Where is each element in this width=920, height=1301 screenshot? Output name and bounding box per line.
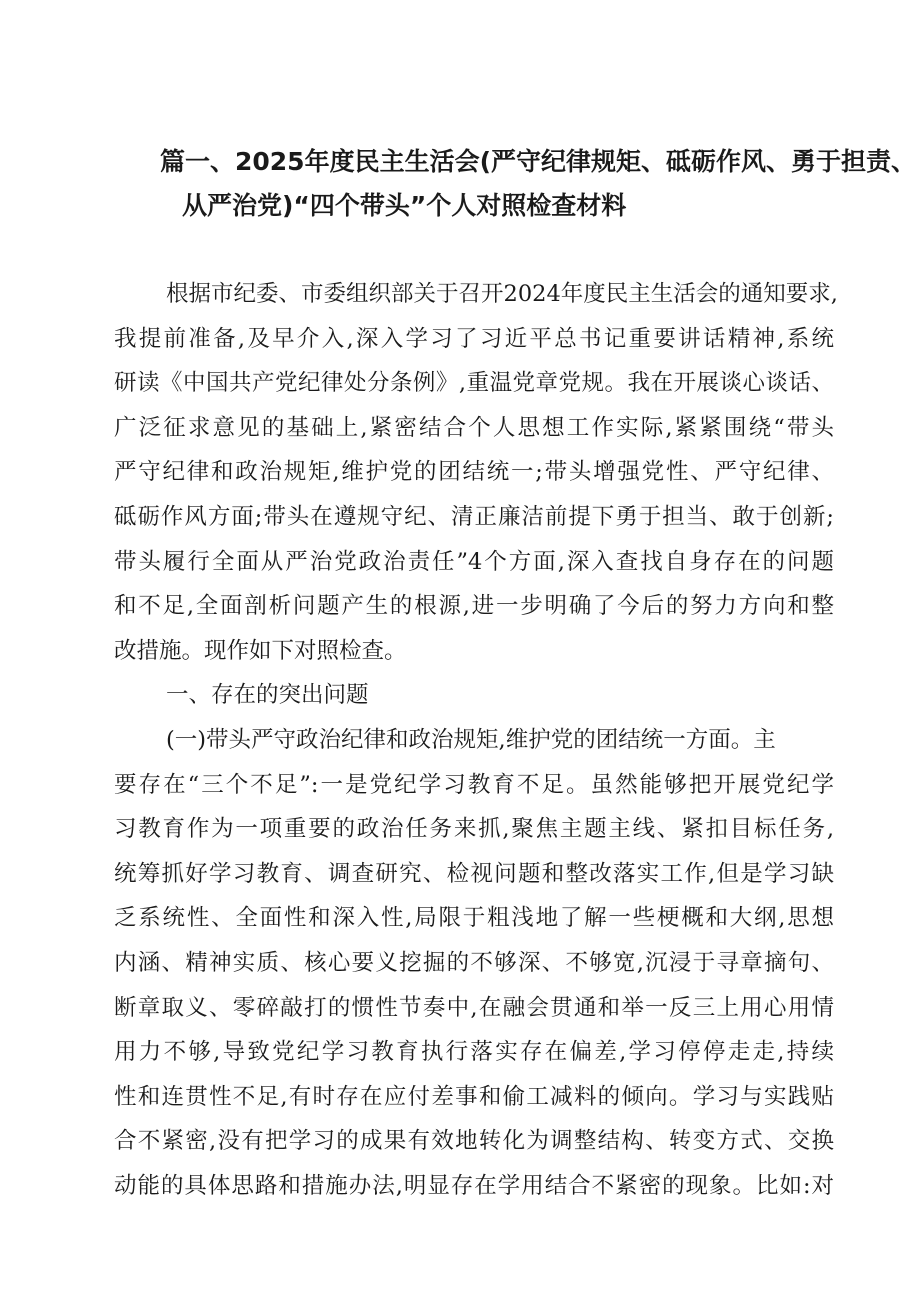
paragraph-line: 习教育作为一项重要的政治任务来抓,聚焦主题主线、紧扣目标任务,	[114, 816, 834, 843]
paragraph-line: 合不紧密,没有把学习的成果有效地转化为调整结构、转变方式、交换	[114, 1128, 834, 1155]
paragraph-line: 广泛征求意见的基础上,紧密结合个人思想工作实际,紧紧围绕“带头	[114, 414, 834, 441]
paragraph-line: 我提前准备,及早介入,深入学习了习近平总书记重要讲话精神,系统	[114, 325, 834, 352]
paragraph-line: 要存在“三个不足”:一是党纪学习教育不足。虽然能够把开展党纪学	[114, 771, 834, 798]
paragraph-line: 研读《中国共产党纪律处分条例》,重温党章党规。我在开展谈心谈话、	[114, 370, 834, 397]
paragraph-line: 和不足,全面剖析问题产生的根源,进一步明确了今后的努力方向和整	[114, 593, 834, 620]
paragraph-line: 砥砺作风方面;带头在遵规守纪、清正廉洁前提下勇于担当、敢于创新;	[114, 503, 834, 530]
paragraph-line: 用力不够,导致党纪学习教育执行落实存在偏差,学习停停走走,持续	[114, 1039, 834, 1066]
paragraph-line: 动能的具体思路和措施办法,明显存在学用结合不紧密的现象。比如:对	[114, 1172, 834, 1199]
paragraph-line: 性和连贯性不足,有时存在应付差事和偷工减料的倾向。学习与实践贴	[114, 1083, 834, 1110]
paragraph-line: 断章取义、零碎敲打的惯性节奏中,在融会贯通和举一反三上用心用情	[114, 994, 834, 1021]
title-line: 从严治党)“四个带头”个人对照检查材料	[182, 191, 627, 220]
paragraph-line: 带头履行全面从严治党政治责任”4个方面,深入查找自身存在的问题	[114, 548, 834, 575]
title-line: 篇一、2025年度民主生活会(严守纪律规矩、砥砺作风、勇于担责、	[160, 147, 917, 176]
paragraph-line: (一)带头严守政治纪律和政治规矩,维护党的团结统一方面。主	[166, 726, 776, 753]
paragraph-line: 改措施。现作如下对照检查。	[114, 637, 407, 664]
paragraph-line: 内涵、精神实质、核心要义挖掘的不够深、不够宽,沉浸于寻章摘句、	[114, 949, 834, 976]
section-heading: 一、存在的突出问题	[166, 682, 369, 709]
paragraph-line: 统筹抓好学习教育、调查研究、检视问题和整改落实工作,但是学习缺	[114, 860, 834, 887]
paragraph-line: 根据市纪委、市委组织部关于召开2024年度民主生活会的通知要求,	[166, 281, 838, 307]
paragraph-line: 乏系统性、全面性和深入性,局限于粗浅地了解一些梗概和大纲,思想	[114, 905, 834, 932]
paragraph-line: 严守纪律和政治规矩,维护党的团结统一;带头增强党性、严守纪律、	[114, 459, 834, 486]
document-body	[114, 272, 838, 1208]
document-title	[160, 140, 917, 228]
